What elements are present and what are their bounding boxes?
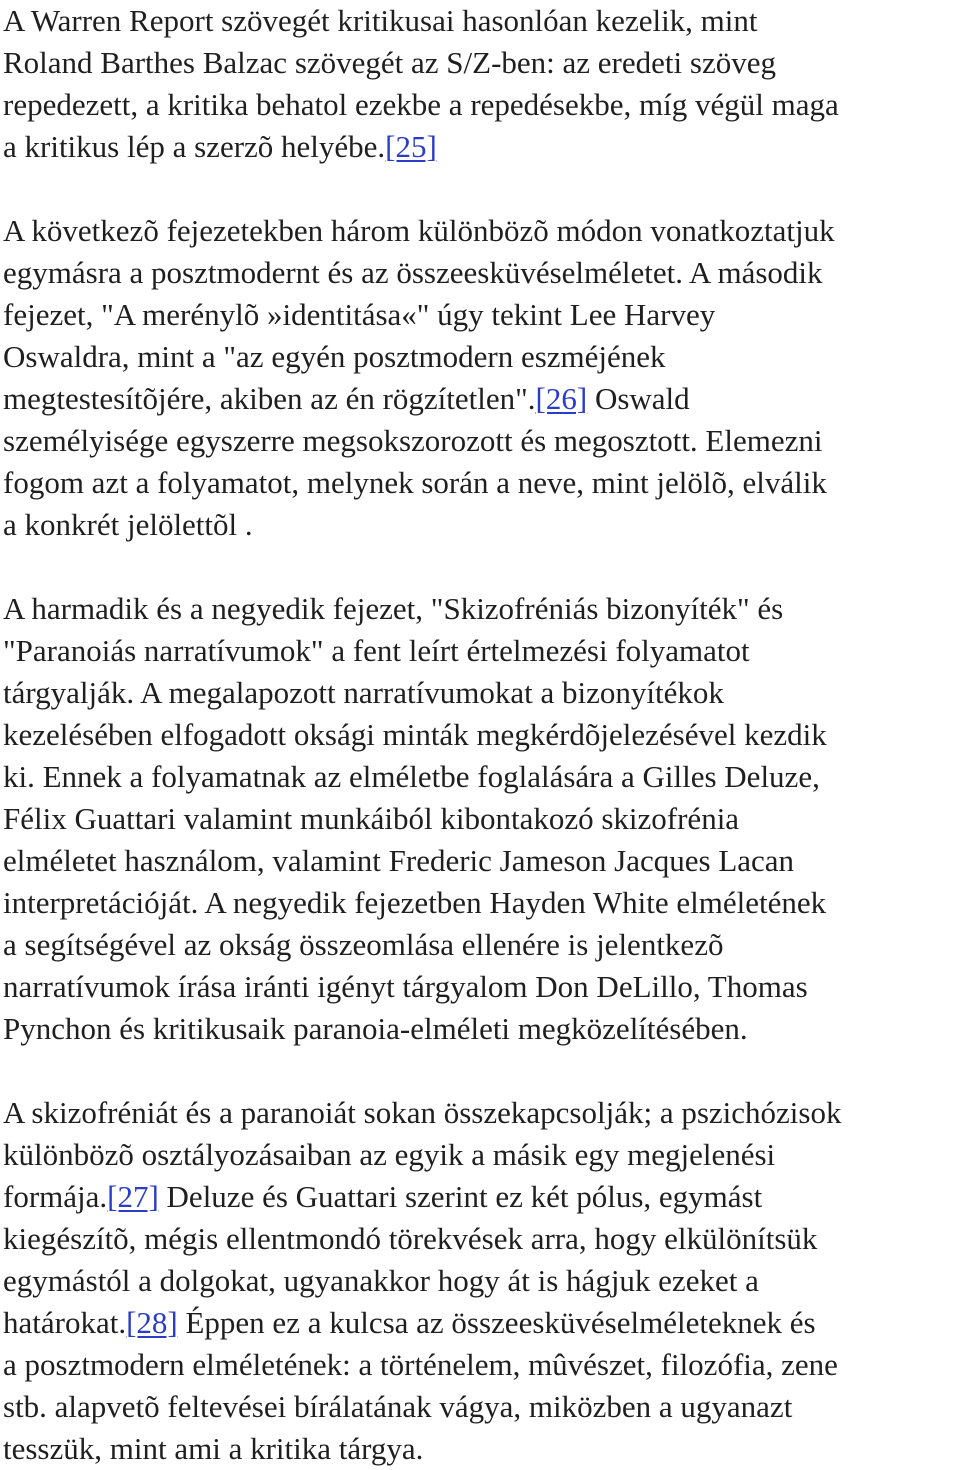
text-segment: tesszük, mint ami a kritika tárgya. [3, 1431, 424, 1466]
text-segment: fejezet, "A merénylõ »identitása«" úgy tekint Lee Harvey [3, 297, 716, 332]
text-segment: Éppen ez a kulcsa az összeesküvéselméleteknek és [177, 1305, 816, 1340]
text-line [3, 882, 960, 924]
text-line [3, 252, 960, 294]
text-segment: narratívumok írása iránti igényt tárgyalom Don DeLillo, Thomas [3, 969, 808, 1004]
text-segment: határokat. [3, 1305, 127, 1340]
footnote-link[interactable]: [26] [535, 381, 588, 416]
text-segment: a konkrét jelölettõl . [3, 507, 253, 542]
text-line [3, 1344, 960, 1386]
footnote-link[interactable]: [25] [385, 129, 437, 164]
text-segment: egymástól a dolgokat, ugyanakkor hogy át is hágjuk ezeket a [3, 1263, 759, 1298]
text-line [3, 966, 960, 1008]
text-segment: ki. Ennek a folyamatnak az elméletbe foglalására a Gilles Deluze, [3, 759, 820, 794]
text-line [3, 462, 960, 504]
text-segment: a posztmodern elméletének: a történelem, mûvészet, filozófia, zene [3, 1347, 838, 1382]
text-line [3, 378, 960, 420]
text-segment: Deluze és Guattari szerint ez két pólus, egymást [158, 1179, 763, 1214]
footnote-link[interactable]: [28] [126, 1305, 178, 1340]
paragraph [3, 0, 960, 168]
text-line [3, 1302, 960, 1344]
text-segment: A harmadik és a negyedik fejezet, "Skizofréniás bizonyíték" és [3, 591, 784, 626]
text-line [3, 0, 960, 42]
text-line [3, 126, 960, 168]
paragraph-spacer [3, 1050, 960, 1092]
text-segment: kiegészítõ, mégis ellentmondó törekvések arra, hogy elkülönítsük [3, 1221, 818, 1256]
text-segment: fogom azt a folyamatot, melynek során a neve, mint jelölõ, elválik [3, 465, 827, 500]
text-segment: "Paranoiás narratívumok" a fent leírt értelmezési folyamatot [3, 633, 750, 668]
text-segment: a segítségével az okság összeomlása ellenére is jelentkezõ [3, 927, 724, 962]
text-line [3, 840, 960, 882]
text-segment: A következõ fejezetekben három különbözõ módon vonatkoztatjuk [3, 213, 835, 248]
text-line [3, 1428, 960, 1470]
text-line [3, 504, 960, 546]
text-line [3, 210, 960, 252]
text-line [3, 756, 960, 798]
text-segment: Roland Barthes Balzac szövegét az S/Z-ben: az eredeti szöveg [3, 45, 776, 80]
text-line [3, 42, 960, 84]
paragraph [3, 588, 960, 1050]
text-line [3, 420, 960, 462]
footnote-link[interactable]: [27] [107, 1179, 159, 1214]
text-segment: repedezett, a kritika behatol ezekbe a repedésekbe, míg végül maga [3, 87, 839, 122]
text-line [3, 1386, 960, 1428]
text-line [3, 1134, 960, 1176]
text-line [3, 1092, 960, 1134]
paragraph [3, 210, 960, 546]
paragraph-spacer [3, 546, 960, 588]
text-line [3, 924, 960, 966]
text-line [3, 630, 960, 672]
text-segment: elméletet használom, valamint Frederic Jameson Jacques Lacan [3, 843, 795, 878]
text-segment: kezelésében elfogadott oksági minták megkérdõjelezésével kezdik [3, 717, 827, 752]
text-segment: stb. alapvetõ feltevései bírálatának vágya, miközben a ugyanazt [3, 1389, 793, 1424]
text-segment: megtestesítõjére, akiben az én rögzítetlen". [3, 381, 536, 416]
text-segment: tárgyalják. A megalapozott narratívumokat a bizonyítékok [3, 675, 724, 710]
text-segment: Oswaldra, mint a "az egyén posztmodern eszméjének [3, 339, 666, 374]
text-segment: személyisége egyszerre megsokszorozott és megosztott. Elemezni [3, 423, 823, 458]
text-line [3, 294, 960, 336]
text-line [3, 672, 960, 714]
text-segment: Félix Guattari valamint munkáiból kibontakozó skizofrénia [3, 801, 740, 836]
text-segment: formája. [3, 1179, 108, 1214]
text-line [3, 1008, 960, 1050]
text-segment: Oswald [587, 381, 690, 416]
text-line [3, 336, 960, 378]
text-segment: egymásra a posztmodernt és az összeesküvéselméletet. A második [3, 255, 823, 290]
paragraph-spacer [3, 168, 960, 210]
text-line [3, 84, 960, 126]
text-segment: A Warren Report szövegét kritikusai hasonlóan kezelik, mint [3, 3, 758, 38]
text-line [3, 798, 960, 840]
text-segment: interpretációját. A negyedik fejezetben Hayden White elméletének [3, 885, 827, 920]
text-line [3, 1176, 960, 1218]
text-segment: A skizofréniát és a paranoiát sokan összekapcsolják; a pszichózisok [3, 1095, 842, 1130]
paragraph [3, 1092, 960, 1470]
text-line [3, 588, 960, 630]
text-line [3, 1218, 960, 1260]
text-segment: a kritikus lép a szerzõ helyébe. [3, 129, 386, 164]
text-segment: különbözõ osztályozásaiban az egyik a másik egy megjelenési [3, 1137, 776, 1172]
text-segment: Pynchon és kritikusaik paranoia-elméleti megközelítésében. [3, 1011, 748, 1046]
text-line [3, 714, 960, 756]
text-line [3, 1260, 960, 1302]
